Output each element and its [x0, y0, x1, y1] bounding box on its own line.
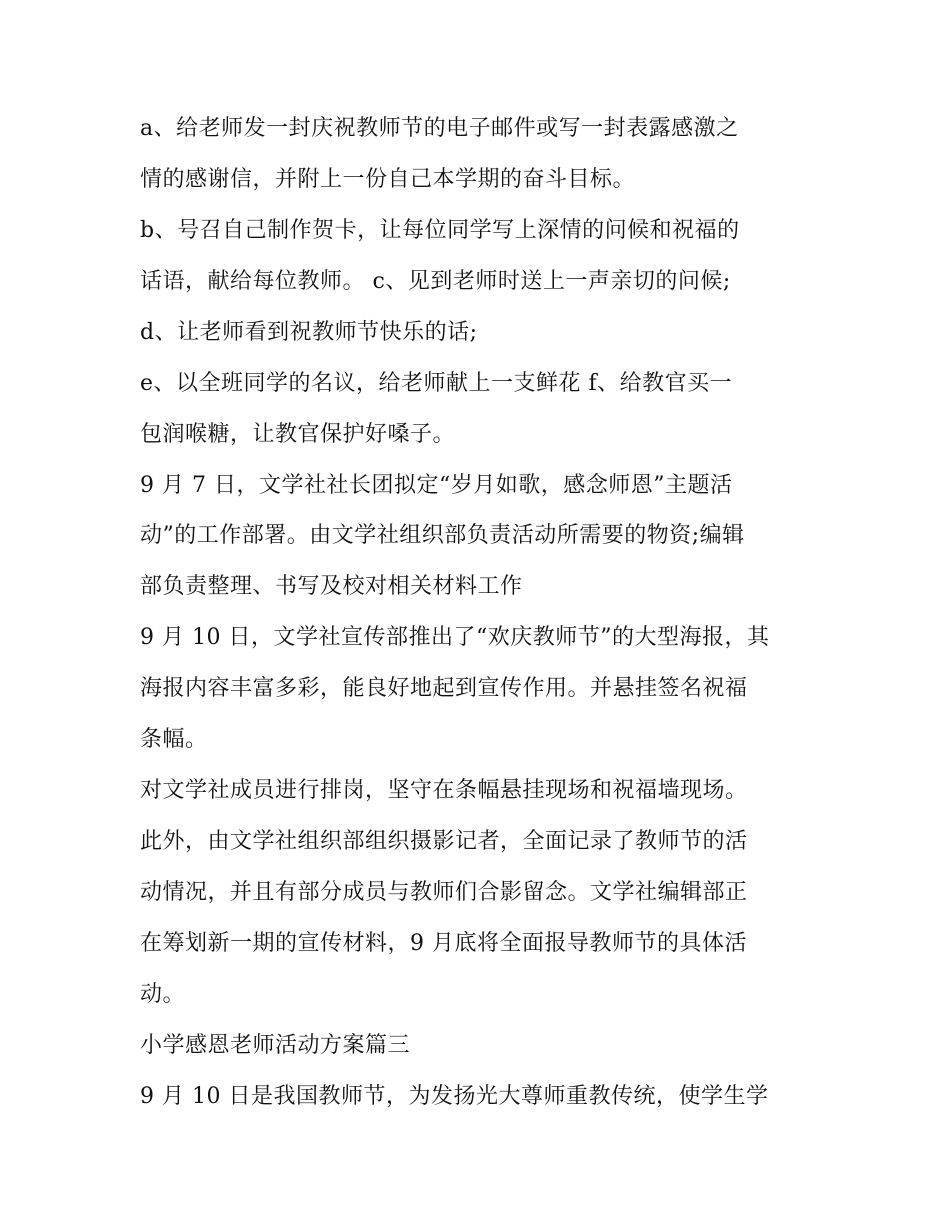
text-line: 情的感谢信，并附上一份自己本学期的奋斗目标。	[140, 167, 636, 192]
text-line: 海报内容丰富多彩，能良好地起到宣传作用。并悬挂签名祝福	[140, 676, 748, 701]
text-line: 话语，献给每位教师。 c、见到老师时送上一声亲切的问候;	[140, 269, 731, 294]
text-line: 动情况，并且有部分成员与教师们合影留念。文学社编辑部正	[140, 880, 748, 905]
text-line: b、号召自己制作贺卡，让每位同学写上深情的问候和祝福的	[140, 218, 740, 243]
text-line: 9 月 10 日，文学社宣传部推出了“欢庆教师节”的大型海报，其	[140, 625, 770, 650]
text-line: 部负责整理、书写及校对相关材料工作	[140, 574, 523, 599]
text-line: a、给老师发一封庆祝教师节的电子邮件或写一封表露感激之	[140, 116, 739, 141]
text-line: 动”的工作部署。由文学社组织部负责活动所需要的物资;编辑	[140, 523, 745, 548]
text-line: 包润喉糖，让教官保护好嗓子。	[140, 422, 456, 447]
text-line: d、让老师看到祝教师节快乐的话;	[140, 320, 478, 345]
section-heading: 小学感恩老师活动方案篇三	[140, 1033, 411, 1058]
text-line: 对文学社成员进行排岗，坚守在条幅悬挂现场和祝福墙现场。	[140, 778, 748, 803]
text-line: 此外，由文学社组织部组织摄影记者，全面记录了教师节的活	[140, 829, 748, 854]
text-line: 9 月 7 日，文学社社长团拟定“岁月如歌，感念师恩”主题活	[140, 473, 733, 498]
text-line: 动。	[140, 982, 186, 1007]
text-line: 条幅。	[140, 727, 208, 752]
text-line: 在筹划新一期的宣传材料，9 月底将全面报导教师节的具体活	[140, 931, 747, 956]
text-line: 9 月 10 日是我国教师节，为发扬光大尊师重教传统，使学生学	[140, 1084, 769, 1109]
text-line: e、以全班同学的名议，给老师献上一支鲜花 f、给教官买一	[140, 371, 733, 396]
